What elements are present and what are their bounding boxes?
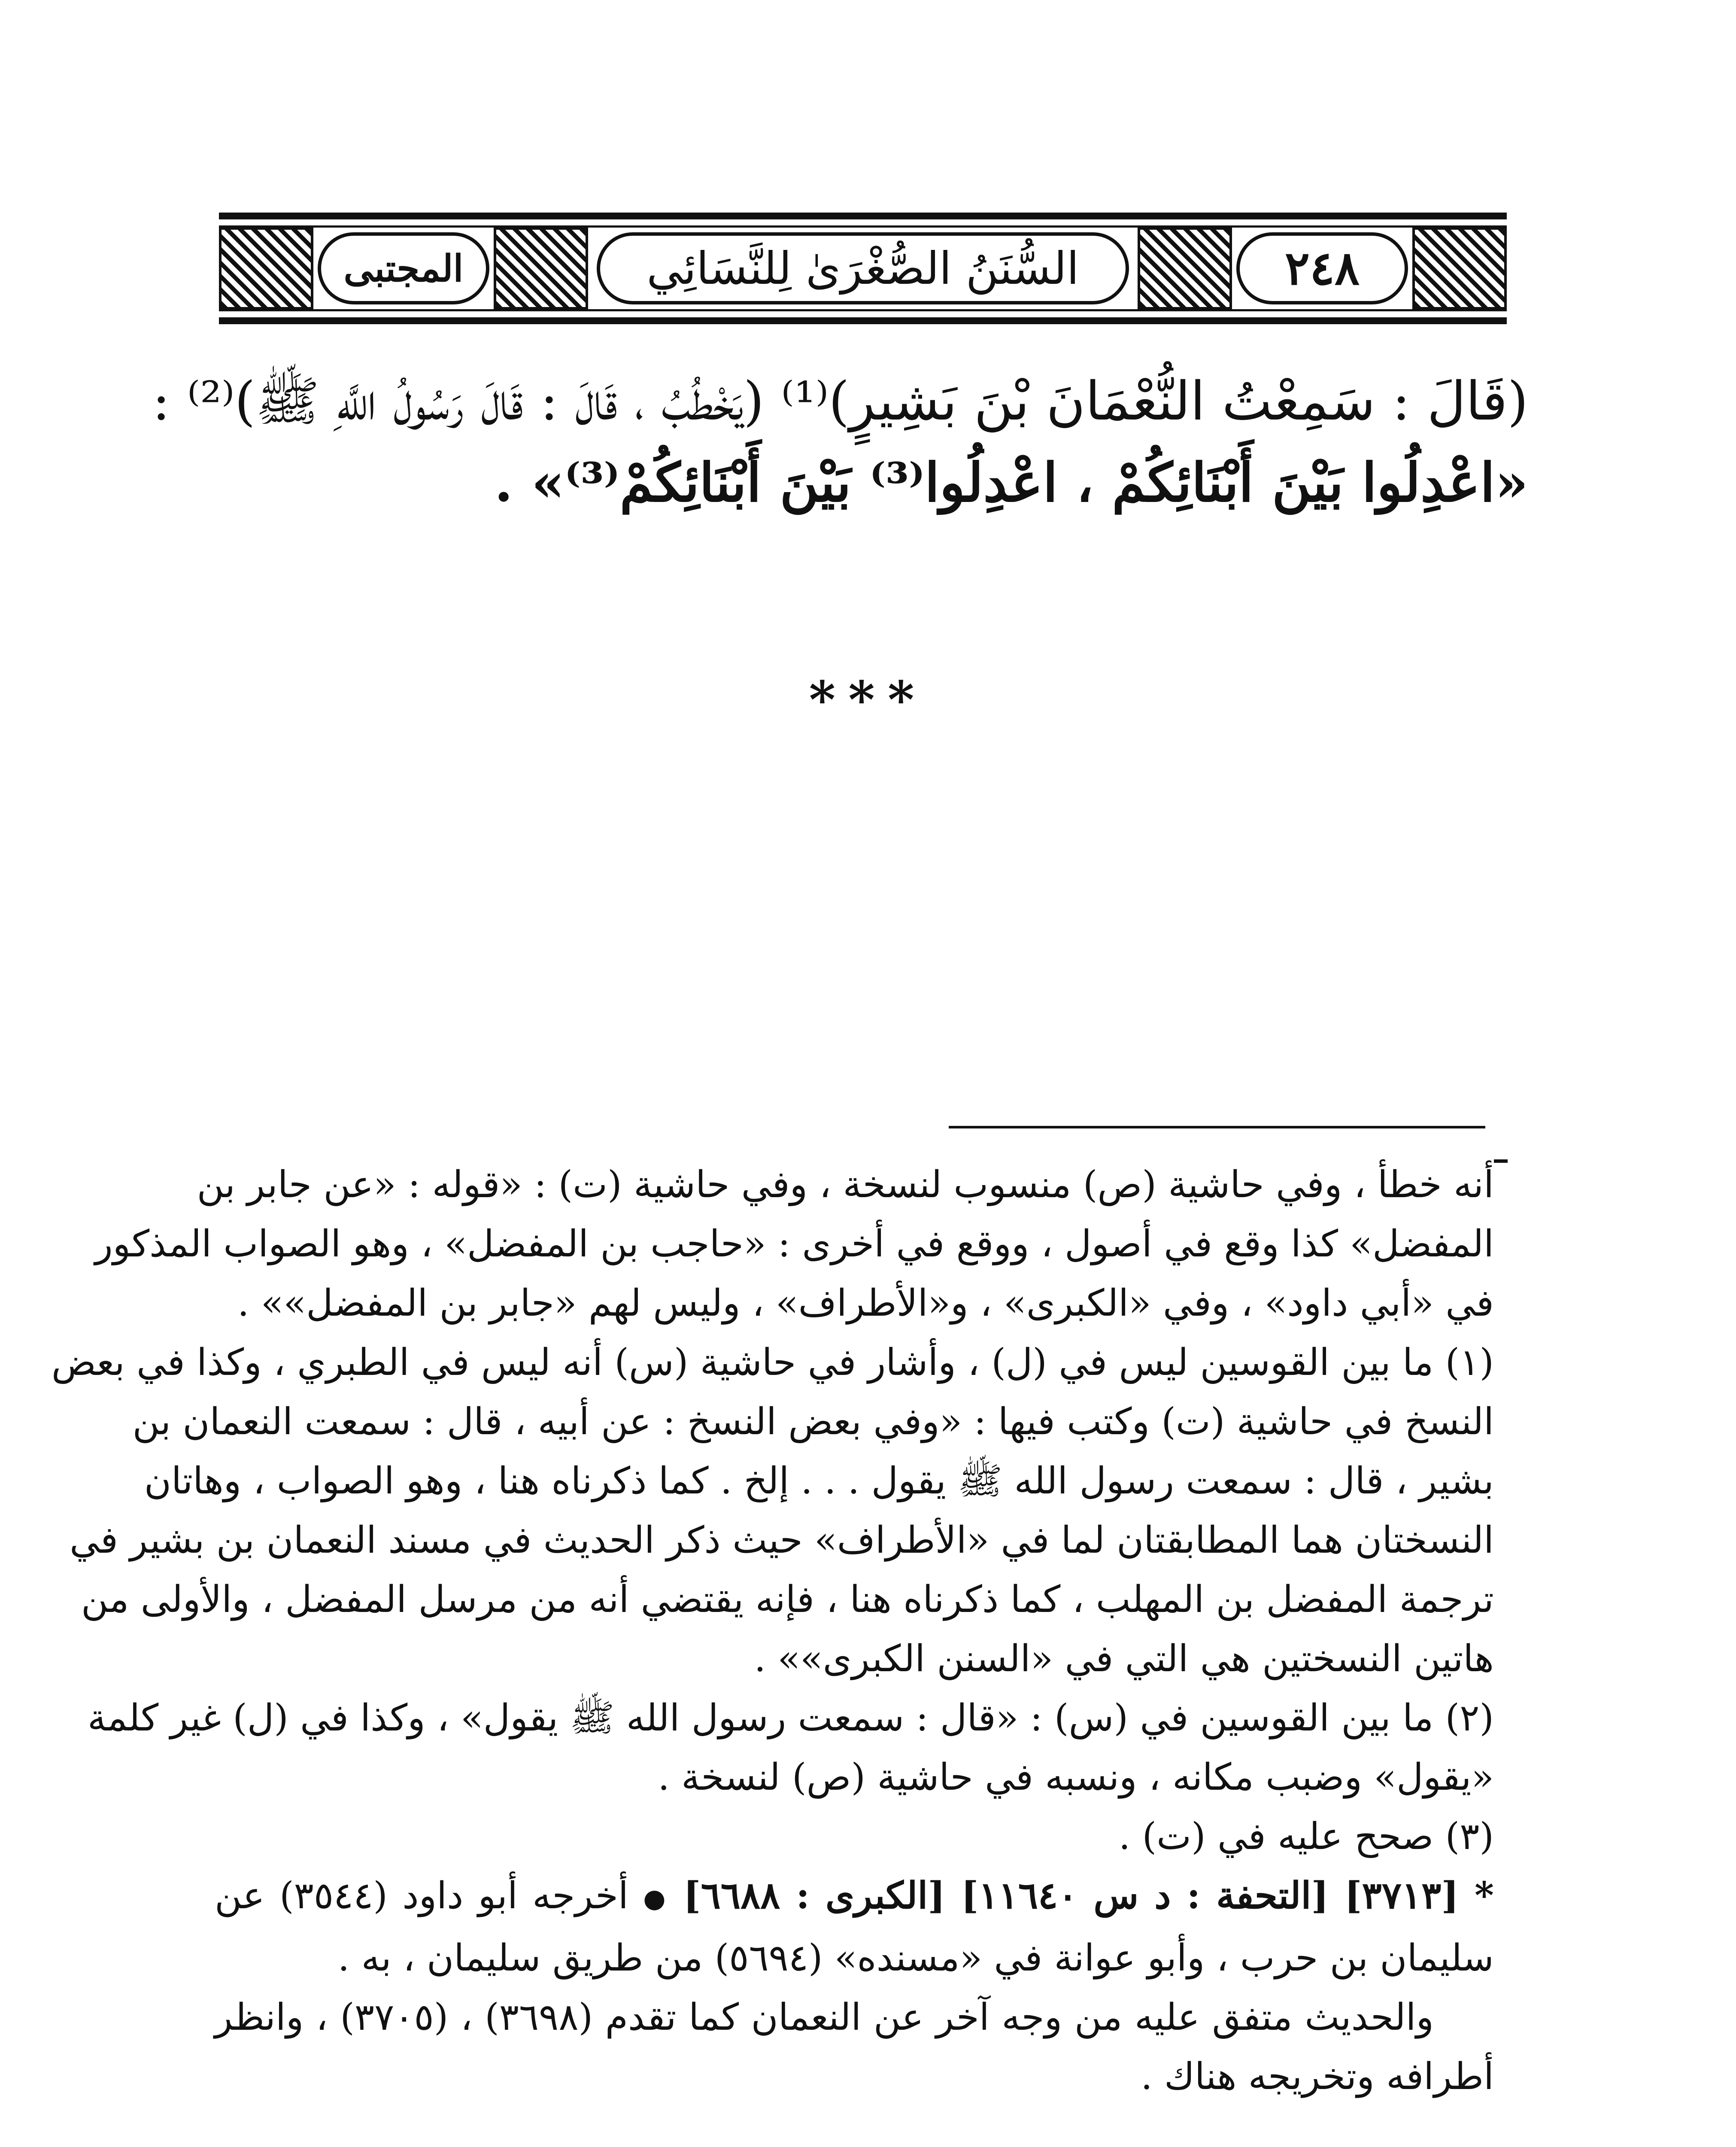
takhrij-text: أخرجه أبو داود (٣٥٤٤) عن bbox=[215, 1874, 628, 1917]
footnote-2-line: «يقول» وضبب مكانه ، ونسبه في حاشية (ص) لنسخة . bbox=[658, 1756, 1494, 1799]
continuation-mark bbox=[1494, 1159, 1508, 1163]
footnote-1-line: (١) ما بين القوسين ليس في (ل) ، وأشار في حاشية (س) أنه ليس في الطبري ، وكذا في بعض bbox=[51, 1341, 1494, 1384]
footnote-1-line: هاتين النسختين هي التي في «السنن الكبرى»» . bbox=[754, 1637, 1494, 1680]
takhrij-line-2: سليمان بن حرب ، وأبو عوانة في «مسنده» (٥٦٩٤) من طريق سليمان ، به . bbox=[337, 1936, 1494, 1980]
footnote-rule bbox=[949, 1126, 1485, 1128]
section-separator: *** bbox=[809, 670, 927, 730]
footnote-3-line: (٣) صحح عليه في (ت) . bbox=[1118, 1815, 1494, 1858]
footnote-prev-line: المفضل» كذا وقع في أصول ، ووقع في أخرى : «حاجب بن المفضل» ، وهو الصواب المذكور bbox=[95, 1223, 1494, 1265]
ornament-right-inner bbox=[1138, 227, 1232, 310]
title-cartouche bbox=[597, 232, 1129, 304]
takhrij-line-4: أطرافه وتخريجه هناك . bbox=[1141, 2055, 1494, 2098]
footnotes bbox=[51, 1155, 1494, 2106]
hadith-line-1: (قَالَ : سَمِعْتُ النُّعْمَانَ بْنَ بَشِيرٍ)⁽¹⁾ (يَخْطُبُ ، قَالَ : قَالَ رَسُولُ اللَّهِ ﷺ)⁽²⁾ : bbox=[152, 371, 1528, 432]
series-cartouche bbox=[318, 232, 489, 304]
footnote-1-line: النسختان هما المطابقتان لما في «الأطراف» حيث ذكر الحديث في مسند النعمان بن بشير في bbox=[70, 1519, 1494, 1562]
footnote-prev-line: في «أبي داود» ، وفي «الكبرى» ، و«الأطراف» ، وليس لهم «جابر بن المفضل»» . bbox=[237, 1282, 1494, 1325]
footnote-1-line: ترجمة المفضل بن المهلب ، كما ذكرناه هنا ، فإنه يقتضي أنه من مرسل المفضل ، والأولى من bbox=[81, 1578, 1494, 1621]
ornament-right-outer bbox=[1412, 227, 1507, 310]
footnote-prev-line: أنه خطأ ، وفي حاشية (ص) منسوب لنسخة ، وفي حاشية (ت) : «قوله : «عن جابر بن bbox=[197, 1163, 1494, 1206]
ornament-left-outer bbox=[219, 227, 313, 310]
hadith-line-2: «اعْدِلُوا بَيْنَ أَبْنَائِكُمْ ، اعْدِلُوا⁽³⁾ بَيْنَ أَبْنَائِكُمْ⁽³⁾» . bbox=[494, 452, 1528, 514]
header-rule-bottom bbox=[219, 309, 1507, 311]
footnote-2-line: (٢) ما بين القوسين في (س) : «قال : سمعت رسول الله ﷺ يقول» ، وكذا في (ل) غير كلمة bbox=[87, 1697, 1494, 1739]
footnote-1-line: النسخ في حاشية (ت) وكتب فيها : «وفي بعض النسخ : عن أبيه ، قال : سمعت النعمان بن bbox=[132, 1400, 1494, 1443]
takhrij-lead: * [٣٧١٣] [التحفة : د س ١١٦٤٠] [الكبرى : ٦٦٨٨] bbox=[683, 1874, 1494, 1917]
hadith-text bbox=[152, 361, 1528, 524]
book-title: السُّنَنُ الصُّغْرَىٰ لِلنَّسَائِي bbox=[646, 242, 1079, 295]
ornament-left-inner bbox=[494, 227, 588, 310]
page-number: ٢٤٨ bbox=[1284, 241, 1360, 295]
page-number-cartouche bbox=[1236, 232, 1408, 304]
footnote-1-line: بشير ، قال : سمعت رسول الله ﷺ يقول . . . إلخ . كما ذكرناه هنا ، وهو الصواب ، وهاتان bbox=[144, 1460, 1494, 1502]
takhrij-line-3: والحديث متفق عليه من وجه آخر عن النعمان كما تقدم (٣٦٩٨) ، (٣٧٠٥) ، وانظر bbox=[215, 1995, 1434, 2039]
header-rule-top bbox=[219, 225, 1507, 228]
series-mark: المجتبى bbox=[343, 246, 464, 290]
bullet-dot-icon: ● bbox=[643, 1883, 669, 1914]
takhrij-line-1 bbox=[215, 1866, 1494, 1928]
page-header bbox=[219, 213, 1507, 324]
